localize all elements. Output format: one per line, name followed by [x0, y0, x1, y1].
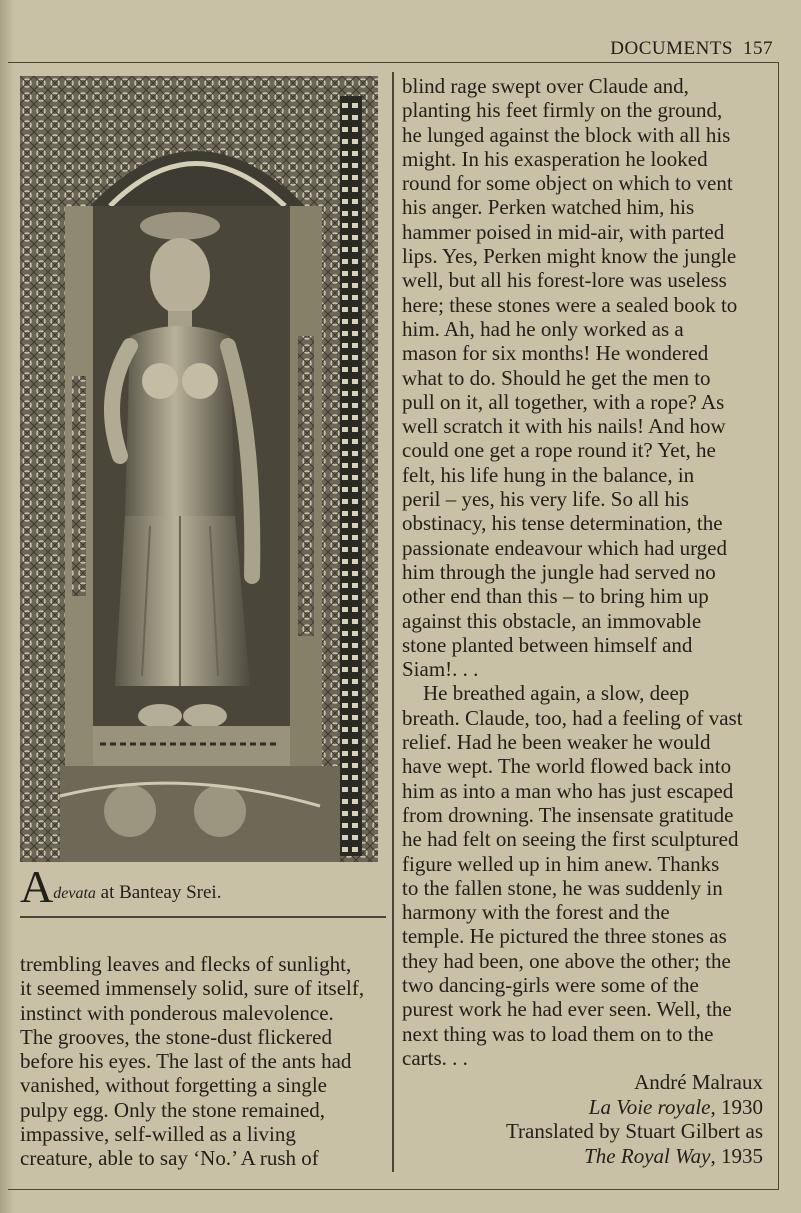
- text-line: obstinacy, his tense determination, the: [402, 511, 723, 536]
- text-line: figure welled up in him anew. Thanks: [402, 851, 720, 876]
- text-line: felt, his life hung in the balance, in: [402, 462, 695, 487]
- text-line: instinct with ponderous malevolence.: [20, 1000, 334, 1025]
- running-header: [610, 38, 773, 60]
- page-number: 157: [743, 38, 773, 59]
- text-line: have wept. The world flowed back into: [402, 754, 732, 779]
- text-line: planting his feet firmly on the ground,: [402, 98, 723, 123]
- translated-year: , 1935: [710, 1143, 763, 1168]
- figure-caption: [20, 861, 385, 912]
- text-line: He breathed again, a slow, deep: [402, 681, 690, 706]
- text-line: Siam!. . .: [402, 657, 479, 682]
- translated-work: [506, 1144, 763, 1169]
- attribution: [506, 1070, 763, 1168]
- text-line: other end than this – to bring him up: [402, 584, 709, 609]
- translated-title: The Royal Way: [584, 1143, 711, 1168]
- text-line: might. In his exasperation he looked: [402, 146, 708, 171]
- text-line: two dancing-girls were some of the: [402, 972, 699, 997]
- caption-text: at Banteay Srei.: [95, 882, 222, 903]
- text-line: against this obstacle, an immovable: [402, 608, 702, 633]
- text-line: his anger. Perken watched him, his: [402, 195, 695, 220]
- text-line: from drowning. The insensate gratitude: [402, 802, 734, 827]
- text-line: next thing was to load them on to the: [402, 1021, 714, 1046]
- text-line: peril – yes, his very life. So all his: [402, 487, 689, 512]
- text-line: it seemed immensely solid, sure of itself,: [20, 976, 365, 1001]
- text-line: here; these stones were a sealed book to: [402, 292, 738, 317]
- text-line: pulpy egg. Only the stone remained,: [20, 1097, 326, 1122]
- text-line: he lunged against the block with all his: [402, 122, 731, 147]
- text-line: him. Ah, had he only worked as a: [402, 316, 684, 341]
- left-column-text: [20, 952, 364, 1171]
- text-line: trembling leaves and flecks of sunlight,: [20, 952, 352, 976]
- text-line: mason for six months! He wondered: [402, 341, 709, 366]
- original-work: [506, 1095, 763, 1120]
- text-line: creature, able to say ‘No.’ A rush of: [20, 1146, 319, 1171]
- relief-illustration: [20, 76, 378, 862]
- text-line: well scratch it with his nails! And how: [402, 414, 726, 439]
- caption-italic-word: devata: [53, 885, 96, 902]
- text-line: could one get a rope round it? Yet, he: [402, 438, 716, 463]
- text-line: to the fallen stone, he was suddenly in: [402, 875, 723, 900]
- caption-rule: [20, 916, 386, 918]
- text-line: lips. Yes, Perken might know the jungle: [402, 244, 737, 269]
- column-divider: [392, 72, 394, 1172]
- text-line: purest work he had ever seen. Well, the: [402, 997, 732, 1022]
- text-line: impassive, self-willed as a living: [20, 1122, 296, 1147]
- text-line: temple. He pictured the three stones as: [402, 924, 727, 949]
- text-line: blind rage swept over Claude and,: [402, 74, 689, 98]
- text-line: The grooves, the stone-dust flickered: [20, 1024, 332, 1049]
- text-line: hammer poised in mid-air, with parted: [402, 219, 725, 244]
- text-line: carts. . .: [402, 1045, 468, 1070]
- text-line: they had been, one above the other; the: [402, 948, 731, 973]
- text-line: passionate endeavour which had urged: [402, 535, 728, 560]
- text-line: him through the jungle had served no: [402, 559, 716, 584]
- text-line: harmony with the forest and the: [402, 900, 670, 925]
- text-line: breath. Claude, too, had a feeling of vast: [402, 705, 743, 730]
- text-line: he had felt on seeing the first sculptured: [402, 827, 739, 852]
- text-line: round for some object on which to vent: [402, 171, 733, 196]
- text-line: well, but all his forest-lore was useless: [402, 268, 727, 293]
- text-line: pull on it, all together, with a rope? As: [402, 389, 725, 414]
- text-line: relief. Had he been weaker he would: [402, 730, 711, 755]
- text-line: him as into a man who has just escaped: [402, 778, 734, 803]
- author-name: André Malraux: [634, 1070, 763, 1094]
- right-column-text: [402, 74, 743, 1070]
- text-line: stone planted between himself and: [402, 632, 693, 657]
- caption-initial: A: [20, 861, 54, 912]
- text-line: what to do. Should he get the men to: [402, 365, 711, 390]
- devata-relief-photo: [20, 76, 378, 862]
- original-title: La Voie royale: [588, 1094, 711, 1119]
- translator-credit: Translated by Stuart Gilbert as: [505, 1119, 763, 1143]
- section-title: DOCUMENTS: [610, 38, 733, 59]
- original-year: , 1930: [710, 1094, 763, 1119]
- text-line: vanished, without forgetting a single: [20, 1073, 327, 1098]
- text-line: before his eyes. The last of the ants had: [20, 1049, 352, 1074]
